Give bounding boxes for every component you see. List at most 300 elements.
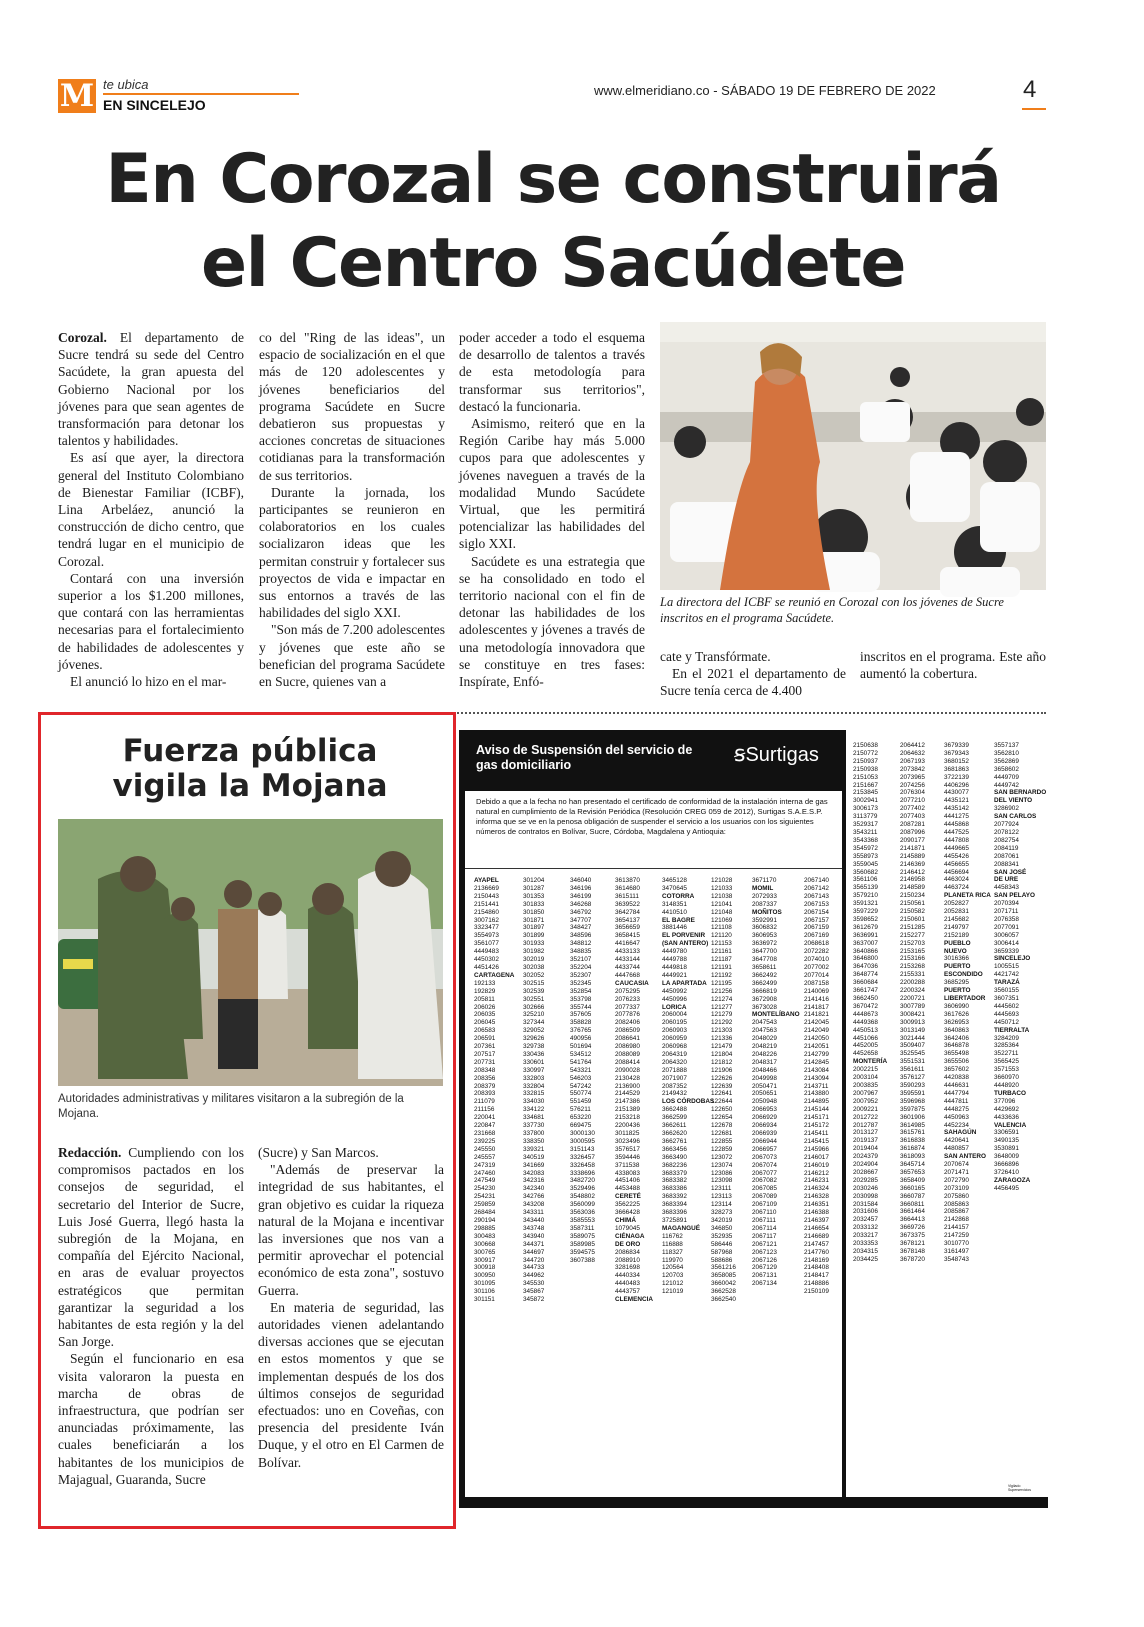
contract-number: 2068618: [804, 940, 829, 948]
contract-number: 3666896: [994, 1161, 1019, 1169]
contract-number: 121303: [711, 1027, 733, 1035]
contract-number: 4445693: [994, 1010, 1019, 1018]
contract-number: 346196: [570, 884, 592, 892]
contract-number: 547242: [570, 1082, 592, 1090]
contract-number: 4449921: [662, 971, 687, 979]
locality-heading: CARTAGENA: [474, 971, 515, 979]
locality-heading: SAN PELAYO: [994, 892, 1035, 900]
contract-number: 2200721: [900, 995, 925, 1002]
contract-number: 2050948: [752, 1098, 777, 1106]
contract-number: 3530891: [994, 1145, 1019, 1153]
contract-number: 3613870: [615, 877, 640, 884]
contract-number: 3666428: [615, 1209, 640, 1217]
contract-number: 345867: [523, 1288, 545, 1296]
contract-number: 2143084: [804, 1066, 829, 1074]
contract-column-9: [853, 742, 895, 1497]
contract-number: 346199: [570, 892, 592, 900]
contract-number: 301833: [523, 900, 545, 908]
contract-number: 3670472: [853, 1002, 878, 1010]
contract-number: 4420838: [944, 1074, 969, 1082]
contract-number: 330601: [523, 1058, 545, 1066]
contract-number: 4453488: [615, 1185, 640, 1193]
contract-number: 254230: [474, 1185, 496, 1193]
contract-number: 2200436: [615, 1122, 640, 1130]
contract-number: 3589985: [570, 1240, 595, 1248]
locality-heading: VALENCIA: [994, 1121, 1027, 1129]
contract-number: 2154860: [474, 908, 499, 916]
locality-heading: CIÉNAGA: [615, 1232, 645, 1240]
contract-number: 3616874: [900, 1145, 925, 1153]
contract-number: 1005515: [994, 963, 1019, 971]
contract-number: 343748: [523, 1224, 545, 1232]
contract-number: 2155331: [900, 971, 925, 979]
contract-number: 121120: [711, 932, 732, 940]
contract-number: 120703: [662, 1272, 684, 1280]
contract-number: 192829: [474, 987, 496, 995]
contract-number: 2072933: [752, 892, 777, 900]
contract-number: 4448920: [994, 1081, 1019, 1089]
contract-number: 2067121: [752, 1240, 777, 1248]
contract-number: 4458343: [994, 884, 1019, 892]
contract-number: 4451066: [853, 1034, 878, 1042]
contract-number: 344697: [523, 1248, 545, 1256]
contract-number: 3587311: [570, 1224, 595, 1232]
contract-number: 122678: [711, 1122, 733, 1130]
paragraph: Según el funcionario en esa visita valoraron la puesta en marcha de obras de infraestructura, que podrían ser anunciadas próximamente, las cuales beneficiarán a los habitantes de los municipios de Majagual, Guaranda, Sucre: [58, 1351, 244, 1487]
contract-number: 3285364: [994, 1042, 1019, 1050]
contract-number: 220041: [474, 1114, 496, 1122]
contract-number: 2067157: [804, 916, 829, 924]
contract-number: 192133: [474, 979, 496, 987]
contract-number: 4406296: [944, 781, 969, 789]
contract-number: 334681: [523, 1114, 545, 1122]
contract-number: 2012787: [853, 1121, 878, 1129]
locality-heading: LORICA: [662, 1003, 687, 1011]
contract-number: 3557137: [994, 742, 1019, 749]
contract-number: 352307: [570, 971, 592, 979]
contract-number: 344962: [523, 1272, 545, 1280]
contract-number: 2067126: [752, 1256, 777, 1264]
contract-number: 2142868: [944, 1216, 969, 1224]
contract-number: 2070394: [994, 900, 1019, 908]
contract-number: 4440334: [615, 1272, 640, 1280]
contract-number: 2149797: [944, 923, 969, 931]
contract-number: 3647700: [752, 948, 777, 956]
section-label: EN SINCELEJO: [103, 97, 206, 113]
contract-number: 3660811: [900, 1200, 925, 1208]
contract-number: 2012722: [853, 1113, 878, 1121]
contract-number: 4463724: [944, 884, 969, 892]
contract-number: 3646878: [944, 1042, 969, 1050]
contract-number: 4447668: [615, 971, 640, 979]
contract-number: 121256: [711, 987, 733, 995]
contract-number: 2067131: [752, 1272, 777, 1280]
contract-number: 259859: [474, 1201, 496, 1209]
contract-number: 4450712: [994, 1018, 1019, 1026]
contract-number: 2077210: [900, 797, 925, 805]
contract-number: 2003104: [853, 1074, 878, 1082]
locality-heading: EL PORVENIR: [662, 932, 706, 940]
contract-number: 653220: [570, 1114, 592, 1122]
contract-number: 2066944: [752, 1137, 777, 1145]
contract-number: 4430077: [944, 789, 969, 797]
paragraph: En el 2021 el departamento de Sucre tenía cerca de 4.400: [660, 666, 846, 699]
contract-number: 4449483: [474, 948, 499, 956]
contract-number: 2067169: [804, 932, 829, 940]
locality-heading: CLEMENCIA: [615, 1296, 653, 1304]
contract-number: 3642784: [615, 908, 640, 916]
contract-number: 302551: [523, 995, 545, 1003]
contract-number: 3554973: [474, 932, 499, 940]
contract-number: 123072: [711, 1153, 733, 1161]
contract-number: 3148351: [662, 900, 687, 908]
contract-number: 2009221: [853, 1105, 878, 1113]
contract-number: 123114: [711, 1201, 732, 1209]
paragraph: co del "Ring de las ideas", un espacio de socialización en el que más de 120 adolescentes y jóvenes beneficiarios del programa Sacúdete en Sucre debatieron sus propuestas y acciones concretas de situaciones cotidianas para la transformación de sus territorios.: [259, 330, 445, 483]
contract-number: 376765: [570, 1027, 592, 1035]
contract-number: 2088341: [994, 860, 1019, 868]
contract-number: 3000595: [570, 1137, 595, 1145]
locality-heading: MONTERÍA: [853, 1058, 888, 1066]
contract-number: 2146369: [900, 860, 925, 868]
contract-number: 245557: [474, 1153, 496, 1161]
contract-number: 3662499: [752, 979, 777, 987]
contract-number: 2077402: [900, 805, 925, 813]
contract-number: 2071471: [944, 1168, 969, 1176]
contract-number: 239225: [474, 1137, 496, 1145]
contract-number: 4450513: [853, 1026, 878, 1034]
contract-number: 337800: [523, 1130, 545, 1137]
contract-number: 3725891: [662, 1216, 687, 1224]
contract-number: 2067111: [752, 1216, 776, 1224]
contract-number: 2145172: [804, 1122, 829, 1130]
contract-number: 329626: [523, 1035, 545, 1043]
contract-number: 2072282: [804, 948, 829, 956]
contract-number: 2048029: [752, 1035, 777, 1043]
contract-number: 231668: [474, 1130, 496, 1137]
contract-number: 2140069: [804, 987, 829, 995]
contract-number: 2088910: [615, 1256, 640, 1264]
contract-number: 342083: [523, 1169, 545, 1177]
contract-number: 343940: [523, 1232, 545, 1240]
locality-heading: TARAZÁ: [994, 979, 1020, 987]
contract-number: 4450992: [662, 987, 687, 995]
locality-heading: MONTELÍBANO: [752, 1011, 800, 1019]
contract-column-2: [523, 877, 561, 1489]
contract-number: 3590293: [900, 1081, 925, 1089]
contract-number: 2067153: [804, 900, 829, 908]
locality-heading: LIBERTADOR: [944, 995, 986, 1002]
contract-number: 329738: [523, 1043, 545, 1051]
contract-number: 3614680: [615, 884, 640, 892]
contract-number: 2066957: [752, 1145, 777, 1153]
locality-heading: COTORRA: [662, 892, 695, 900]
contract-number: 3614985: [900, 1121, 925, 1129]
contract-number: 121153: [711, 940, 732, 948]
contract-number: 2147457: [804, 1240, 829, 1248]
contract-number: 2086509: [615, 1027, 640, 1035]
contract-number: 2145966: [804, 1145, 829, 1153]
main-headline-line2: el Centro Sacúdete: [201, 224, 905, 303]
contract-number: 2146231: [804, 1177, 829, 1185]
contract-number: 4452005: [853, 1042, 878, 1050]
contract-number: 2031606: [853, 1208, 878, 1216]
contract-number: 3465128: [662, 877, 687, 884]
contract-number: 2070674: [944, 1161, 969, 1169]
contract-number: 3579210: [853, 892, 878, 900]
contract-number: 3612679: [853, 923, 878, 931]
contract-number: 4449368: [853, 1018, 878, 1026]
contract-number: 3548743: [944, 1255, 969, 1263]
contract-number: 2087352: [662, 1082, 687, 1090]
contract-number: 2073109: [944, 1184, 969, 1192]
contract-number: 2077014: [804, 971, 829, 979]
contract-number: 3683386: [662, 1185, 687, 1193]
ad-title: Aviso de Suspensión del servicio de gas domiciliario: [476, 743, 693, 772]
locality-heading: PUERTO: [944, 987, 971, 995]
contract-number: 301151: [474, 1296, 495, 1304]
contract-number: 2067077: [752, 1169, 777, 1177]
contract-number: 3525545: [900, 1050, 925, 1058]
contract-number: 3529317: [853, 821, 878, 829]
contract-column-6: [711, 877, 749, 1489]
contract-number: 3616838: [900, 1137, 925, 1145]
locality-heading: PUEBLO: [944, 939, 971, 947]
contract-number: 327344: [523, 1019, 545, 1027]
contract-number: 586446: [711, 1240, 733, 1248]
contract-number: 3662620: [662, 1130, 687, 1137]
contract-number: 2076358: [994, 915, 1019, 923]
contract-number: 3576127: [900, 1074, 925, 1082]
contract-number: 3679339: [944, 742, 969, 749]
contract-number: 2033217: [853, 1232, 878, 1240]
contract-column-5: [662, 877, 715, 1489]
contract-number: 3565425: [994, 1058, 1019, 1066]
contract-number: 3660042: [711, 1280, 736, 1288]
contract-number: 2084119: [994, 844, 1019, 852]
contract-number: 3594446: [615, 1153, 640, 1161]
contract-number: 2060968: [662, 1043, 687, 1051]
flame-icon: ꞩ: [734, 741, 746, 766]
contract-number: 4429692: [994, 1105, 1019, 1113]
contract-number: 2066934: [752, 1122, 777, 1130]
contract-number: 2152189: [944, 931, 969, 939]
contract-number: 3658085: [711, 1272, 736, 1280]
contract-number: 2060959: [662, 1035, 687, 1043]
contract-number: 3683396: [662, 1209, 687, 1217]
contract-number: 2067159: [804, 924, 829, 932]
contract-number: 348812: [570, 940, 592, 948]
locality-heading: DEL VIENTO: [994, 797, 1033, 805]
contract-number: 3722139: [944, 773, 969, 781]
contract-number: 301353: [523, 892, 545, 900]
contract-number: 122626: [711, 1074, 733, 1082]
contract-number: 2130428: [615, 1074, 640, 1082]
contract-number: 121192: [711, 971, 732, 979]
contract-number: 3595591: [900, 1089, 925, 1097]
contract-number: 588686: [711, 1256, 733, 1264]
contract-number: 301871: [523, 916, 545, 924]
side-headline: [58, 734, 442, 804]
contract-number: 2143711: [804, 1082, 829, 1090]
contract-number: 332804: [523, 1082, 545, 1090]
contract-number: 2136669: [474, 884, 499, 892]
superservicios-mark: Vigilado Superservicios: [1008, 1484, 1031, 1492]
contract-number: 329052: [523, 1027, 545, 1035]
contract-number: 2141821: [804, 1011, 829, 1019]
contract-number: 4448673: [853, 1010, 878, 1018]
contract-number: 3008421: [900, 1010, 925, 1018]
contract-number: 268484: [474, 1209, 496, 1217]
contract-number: 2142845: [804, 1058, 829, 1066]
contract-number: 3647036: [853, 963, 878, 971]
contract-number: 2082406: [615, 1019, 640, 1027]
contract-number: 4456495: [994, 1184, 1019, 1192]
contract-number: 4445602: [994, 1002, 1019, 1010]
contract-number: 2048226: [752, 1050, 777, 1058]
contract-number: 2064632: [900, 749, 925, 757]
contract-number: 2067142: [804, 884, 829, 892]
contract-number: 2067110: [752, 1209, 777, 1217]
contract-number: 337730: [523, 1122, 545, 1130]
contract-number: 2066929: [752, 1114, 777, 1122]
contract-number: 2150443: [474, 892, 499, 900]
contract-number: 121187: [711, 956, 732, 964]
contract-number: 3662599: [662, 1114, 687, 1122]
contract-number: 4447808: [944, 836, 969, 844]
contract-number: 2074010: [804, 956, 829, 964]
contract-number: 3113779: [853, 813, 878, 821]
contract-number: 301204: [523, 877, 545, 884]
contract-number: 2149432: [662, 1090, 687, 1098]
contract-number: 123074: [711, 1161, 733, 1169]
contract-number: 4449780: [662, 948, 687, 956]
contract-number: 2064412: [900, 742, 925, 749]
contract-number: 2067123: [752, 1248, 777, 1256]
main-headline: [58, 138, 1048, 306]
contract-number: 3660970: [994, 1074, 1019, 1082]
locality-heading: ESCONDIDO: [944, 971, 983, 979]
contract-number: 2146654: [804, 1224, 829, 1232]
contract-number: 121038: [711, 892, 733, 900]
contract-number: 122681: [711, 1130, 733, 1137]
contract-number: 2150938: [853, 765, 878, 773]
contract-number: 4440483: [615, 1280, 640, 1288]
contract-number: 348427: [570, 924, 592, 932]
contract-number: 206026: [474, 1003, 496, 1011]
contract-number: 3683382: [662, 1177, 687, 1185]
contract-number: 4450963: [944, 1113, 969, 1121]
contract-number: 3666819: [752, 987, 777, 995]
contract-number: 2146958: [900, 876, 925, 884]
contract-number: 352107: [570, 956, 592, 964]
paragraph: Corozal. El departamento de Sucre tendrá su sede del Centro Sacúdete, la gran apuesta del Gobierno Nacional por los jóvenes para que sean agentes de transformación para detonar los talentos y habilidades.: [58, 330, 244, 449]
contract-number: 2146689: [804, 1232, 829, 1240]
contract-number: 2024379: [853, 1153, 878, 1161]
contract-number: 122650: [711, 1106, 733, 1114]
contract-number: 543321: [570, 1066, 592, 1074]
locality-heading: LA APARTADA: [662, 979, 707, 987]
contract-number: 344733: [523, 1264, 545, 1272]
contract-number: 2150601: [900, 915, 925, 923]
contract-number: 534512: [570, 1050, 592, 1058]
contract-number: 4441275: [944, 813, 969, 821]
contract-number: 340519: [523, 1153, 545, 1161]
contract-number: 2071888: [662, 1066, 687, 1074]
main-article-col4: [660, 648, 846, 700]
contract-number: 352204: [570, 963, 592, 971]
contract-number: 3585553: [570, 1216, 595, 1224]
locality-heading: AYAPEL: [474, 877, 499, 884]
contract-number: 3663456: [662, 1145, 687, 1153]
contract-number: 353798: [570, 995, 592, 1003]
contract-number: 2150561: [900, 900, 925, 908]
contract-number: 205811: [474, 995, 495, 1003]
contract-number: 2052831: [944, 908, 969, 916]
contract-number: 2007952: [853, 1097, 878, 1105]
contract-number: 121906: [711, 1066, 733, 1074]
contract-number: 3662492: [752, 971, 777, 979]
contract-number: 121812: [711, 1058, 733, 1066]
contract-number: 2200288: [900, 979, 925, 987]
contract-number: 2142045: [804, 1019, 829, 1027]
contract-number: 3660165: [900, 1184, 925, 1192]
contract-number: 3656659: [615, 924, 640, 932]
paragraph: inscritos en el programa. Este año aumentó la cobertura.: [860, 649, 1046, 682]
contract-number: 301287: [523, 884, 545, 892]
contract-number: 121804: [711, 1050, 733, 1058]
contract-number: 3598652: [853, 915, 878, 923]
contract-number: 3711538: [615, 1161, 640, 1169]
contract-number: 2050471: [752, 1082, 777, 1090]
locality-heading: SAHAGÚN: [944, 1129, 977, 1137]
contract-number: 342766: [523, 1193, 545, 1201]
contract-number: 2067154: [804, 908, 829, 916]
contract-number: 2147259: [944, 1232, 969, 1240]
contract-number: 2151389: [615, 1106, 640, 1114]
contract-number: 3000130: [570, 1130, 595, 1137]
locality-heading: CERETÉ: [615, 1193, 641, 1201]
contract-number: 121336: [711, 1035, 733, 1043]
contract-number: 2048466: [752, 1066, 777, 1074]
main-article-col2: [259, 329, 445, 690]
paragraph: "Son más de 7.200 adolescentes y jóvenes que este año se benefician del programa Sacúdete en Sucre, quienes van a: [259, 622, 445, 690]
contract-number: 3671170: [752, 877, 777, 884]
contract-number: 4447525: [944, 828, 969, 836]
contract-number: 2146019: [804, 1161, 829, 1169]
contract-number: 3678720: [900, 1255, 925, 1263]
contract-number: 3326457: [570, 1153, 595, 1161]
contract-number: 348835: [570, 948, 592, 956]
contract-number: 2148408: [804, 1264, 829, 1272]
locality-heading: PLANETA RICA: [944, 892, 991, 900]
contract-number: 3664413: [900, 1216, 925, 1224]
contract-number: 2031584: [853, 1200, 878, 1208]
contract-number: 4456694: [944, 868, 969, 876]
contract-number: 2150937: [853, 757, 878, 765]
contract-number: 116888: [662, 1240, 683, 1248]
contract-number: 3660787: [900, 1192, 925, 1200]
contract-number: 247549: [474, 1177, 496, 1185]
contract-number: 332815: [523, 1090, 545, 1098]
contract-number: 2067074: [752, 1161, 777, 1169]
contract-number: 3881446: [662, 924, 687, 932]
contract-number: 2072790: [944, 1176, 969, 1184]
contract-number: 300483: [474, 1232, 496, 1240]
contract-number: 300917: [474, 1256, 496, 1264]
contract-number: 3646800: [853, 955, 878, 963]
paragraph: El anunció lo hizo en el mar-: [70, 674, 227, 690]
